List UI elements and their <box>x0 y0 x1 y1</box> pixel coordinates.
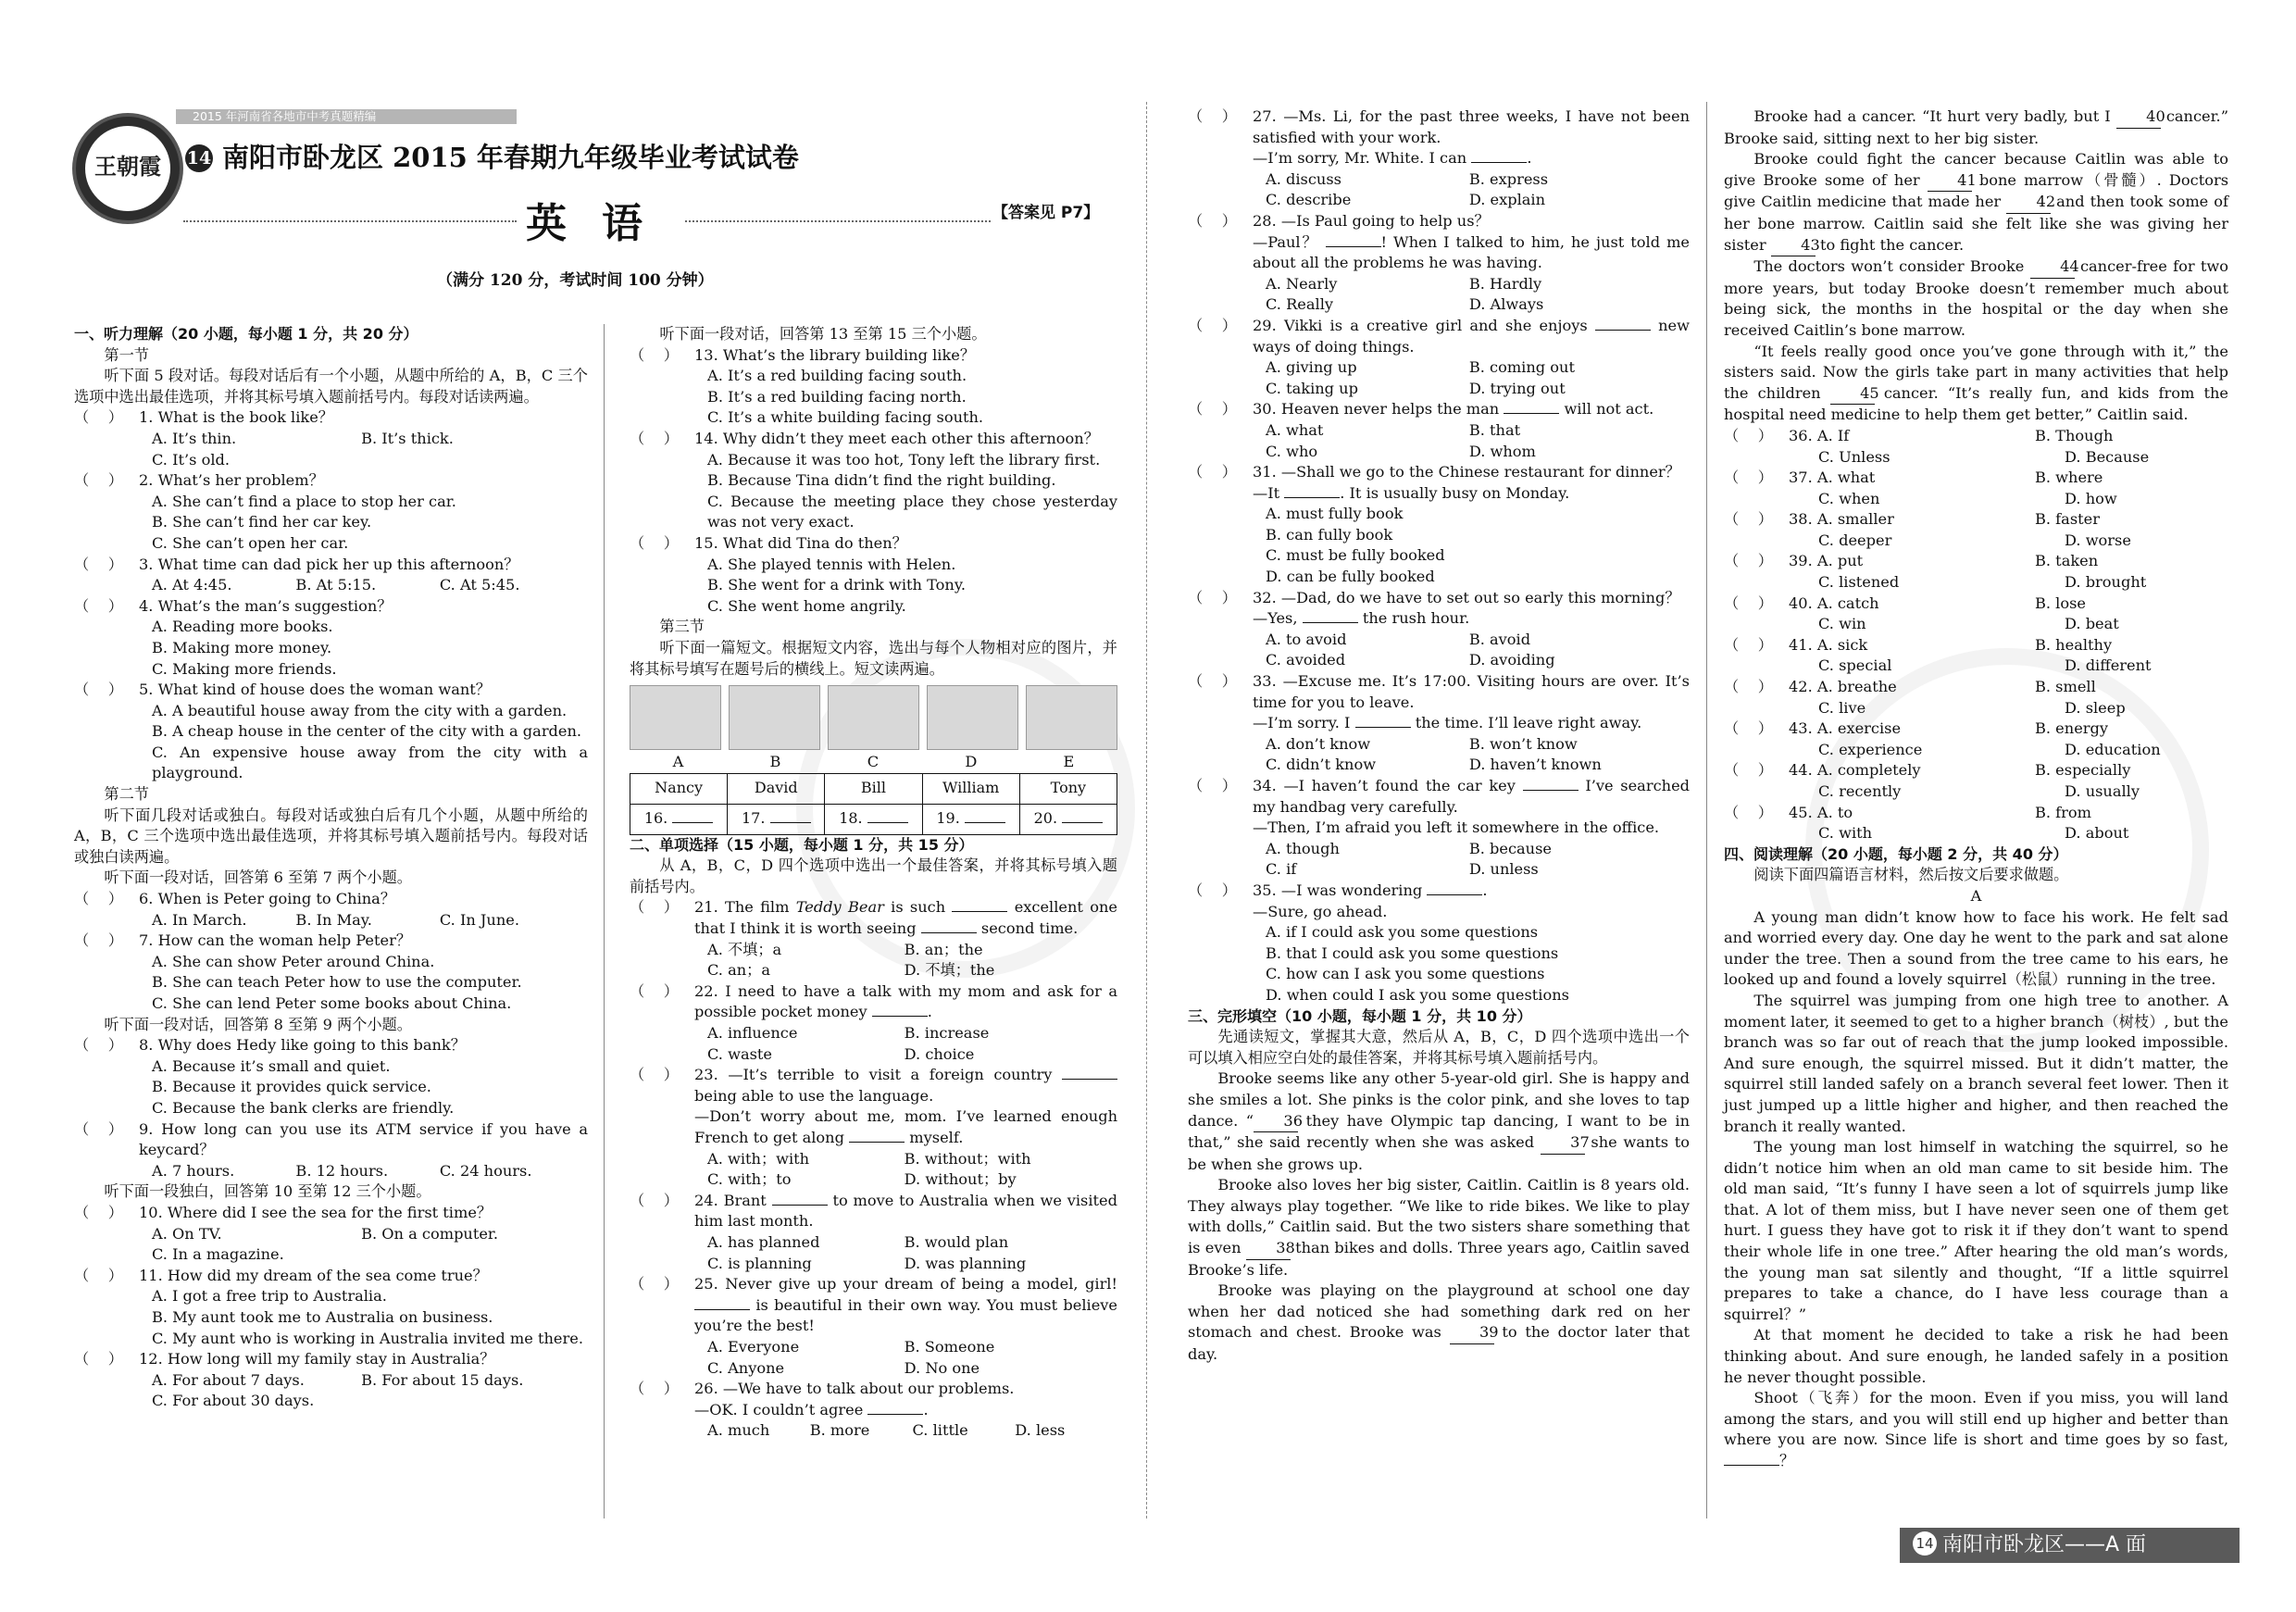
cloze-options <box>1724 426 2228 844</box>
options: C. if D. unless <box>1266 860 1539 879</box>
cloze-paragraph: Brooke also loves her big sister, Caitlin. Caitlin is 8 years old. They always play together. “We like to ride bikes. We like to play with dolls,” Caitlin said. But the two sisters share something that is even 38 than bikes and dolls. Three years ago, Caitlin saved Brooke’s life. <box>1188 1176 1690 1279</box>
exam-number-badge: 14 <box>185 144 213 172</box>
options: A. what B. that <box>1266 420 1521 439</box>
cloze-paragraph: “It feels really good once you’ve gone through with it,” the sisters said. Now the girls take part in many activities that help the children 45 cancer. “It’s really fun, and kids from the hospital need medicine to help them get better,” Caitlin said. <box>1724 342 2228 424</box>
cloze-options-row: C. Unless D. Because <box>1818 447 2150 466</box>
option: B. Making more money. <box>152 638 332 656</box>
options: A. discuss B. express <box>1266 169 1549 188</box>
options: C. with；to D. without；by <box>707 1170 1017 1189</box>
instruction: 从 A，B，C，D 四个选项中选出一个最佳答案，并将其标号填入题前括号内。 <box>630 856 1117 895</box>
question-22: （ ） 22. I need to have a talk with my mom and ask for a possible pocket money . <box>630 981 1117 1021</box>
subject-title: 英语 <box>526 200 678 247</box>
option: A. Reading more books. <box>152 618 333 636</box>
cloze-question: （ ） 38. A. smaller B. faster <box>1724 510 2100 529</box>
cloze-question: （ ） 36. A. If B. Though <box>1724 426 2114 444</box>
answer-reference: 【答案见 P7】 <box>992 204 1100 222</box>
options: C. avoided D. avoiding <box>1266 651 1555 669</box>
options: A. For about 7 days. B. For about 15 days. <box>152 1370 524 1389</box>
answer-cell[interactable]: 17. <box>728 804 825 834</box>
column-1 <box>74 324 588 1412</box>
options: A. 7 hours. B. 12 hours. C. 24 hours. <box>152 1161 532 1180</box>
subsection-title: 第三节 <box>659 618 705 636</box>
option: C. She went home angrily. <box>707 596 906 615</box>
question-26: （ ） 26. —We have to talk about our problems. —OK. I couldn’t agree . <box>630 1380 1015 1418</box>
options: A. to avoid B. avoid <box>1266 630 1531 648</box>
question-24: （ ） 24. Brant to move to Australia when we visited him last month. <box>630 1191 1117 1231</box>
options: A. giving up B. coming out <box>1266 358 1575 377</box>
option: A. I got a free trip to Australia. <box>152 1287 387 1306</box>
option: A. It’s a red building facing south. <box>707 367 967 385</box>
cloze-question: （ ） 40. A. catch B. lose <box>1724 594 2086 612</box>
table-cell: David <box>728 773 825 804</box>
column-4 <box>1724 106 2228 1472</box>
options: A. 不填；a B. an；the <box>707 940 983 958</box>
table-cell: Nancy <box>630 773 728 804</box>
cloze-paragraph: The doctors won’t consider Brooke 44 cancer-free for two more years, but today Brooke doesn’t remember much about being sick, the months in the hospital or the day when she received Caitlin’s bone marrow. <box>1724 257 2228 339</box>
instruction: 听下面几段对话或独白。每段对话或独白后有几个小题，从题中所给的 A，B，C 三个选项中选出最佳选项，并将其标号填入题前括号内。每段对话或独白读两遍。 <box>74 806 588 866</box>
question-4: （ ） 4. What’s the man’s suggestion？ <box>74 596 393 615</box>
option: C. must be fully booked <box>1266 546 1445 565</box>
reading-paragraph: A young man didn’t know how to face his work. He felt sad and worried every day. One day he went to the park and sat alone under the tree. Then a sound from the tree came to his ears, he looked up and found a lovely squirrel（松鼠）running in the tree. <box>1724 907 2228 989</box>
options: C. an；a D. 不填；the <box>707 961 995 980</box>
section-heading: 三、完形填空（10 小题，每小题 1 分，共 10 分） <box>1188 1006 1532 1025</box>
option: C. She can lend Peter some books about China. <box>152 994 512 1012</box>
question-8: （ ） 8. Why does Hedy like going to this bank？ <box>74 1036 466 1055</box>
option: A. Because it’s small and quiet. <box>152 1056 391 1075</box>
question-30: （ ） 30. Heaven never helps the man will not act. <box>1188 400 1654 419</box>
column-separator <box>604 324 605 1518</box>
answer-cell[interactable]: 18. <box>825 804 922 834</box>
option: B. It’s a red building facing north. <box>707 387 967 406</box>
question-7: （ ） 7. How can the woman help Peter？ <box>74 931 412 950</box>
series-band: 2015 年河南省各地市中考真题精编 <box>176 109 517 124</box>
picture-label: E <box>1063 753 1075 771</box>
question-9: （ ） 9. How long can you use its ATM service if you have a keycard？ <box>74 1119 588 1159</box>
picture-d <box>927 685 1018 750</box>
option: C. She can’t open her car. <box>152 533 349 552</box>
reading-paragraph: Shoot（飞奔）for the moon. Even if you miss, you will land among the stars, and you will still end up higher and better than where you are now. Since life is short and time goes by so fast, ？ <box>1724 1389 2228 1469</box>
cloze-paragraph: Brooke was playing on the playground at school one day when her dad noticed she had something dark red on her stomach and chest. Brooke was 39 to the doctor later that day. <box>1188 1281 1690 1364</box>
picture-e <box>1026 685 1117 750</box>
question-31: （ ） 31. —Shall we go to the Chinese restaurant for dinner？ —It . It is usually busy on Monday. <box>1188 463 1680 502</box>
instruction: 听下面 5 段对话。每段对话后有一个小题，从题中所给的 A，B，C 三个选项中选出最佳选项，并将其标号填入题前括号内。每段对话读两遍。 <box>74 367 588 406</box>
option: B. She went for a drink with Tony. <box>707 576 966 594</box>
instruction: 先通读短文，掌握其大意，然后从 A，B，C，D 四个选项中选出一个可以填入相应空白处的最佳答案，并将其标号填入题前括号内。 <box>1188 1028 1690 1067</box>
instruction: 听下面一篇短文。根据短文内容，选出与每个人物相对应的图片，并将其标号填写在题号后的横线上。短文读两遍。 <box>630 638 1117 678</box>
option: A. She can’t find a place to stop her car. <box>152 492 456 510</box>
option: D. when could I ask you some questions <box>1266 985 1569 1004</box>
table-cell: William <box>922 773 1019 804</box>
options: A. On TV. B. On a computer. <box>152 1224 499 1243</box>
cloze-question: （ ） 41. A. sick B. healthy <box>1724 635 2113 654</box>
lead-in: 听下面一段对话，回答第 6 至第 7 两个小题。 <box>104 868 412 887</box>
picture-label: C <box>867 753 880 771</box>
picture-b <box>729 685 820 750</box>
options: A. much B. more C. little D. less <box>707 1421 1066 1440</box>
picture-a <box>630 685 721 750</box>
question-28: （ ） 28. —Is Paul going to help us？ —Paul？ ! When I talked to him, he just told me about all the problems he was having. <box>1188 211 1690 272</box>
question-1: （ ） 1. What is the book like？ <box>74 408 333 427</box>
exam-title-text: 南阳市卧龙区 2015 年春期九年级毕业考试试卷 <box>222 142 799 173</box>
picture-label: D <box>965 753 978 771</box>
question-27: （ ） 27. —Ms. Li, for the past three weeks, I have not been satisfied with your work. —I’m sorry, Mr. White. I can . <box>1188 107 1690 168</box>
option: C. My aunt who is working in Australia invited me there. <box>152 1329 583 1347</box>
cloze-options-row: C. listened D. brought <box>1818 573 2147 592</box>
options: C. Really D. Always <box>1266 295 1544 314</box>
question-29: （ ） 29. Vikki is a creative girl and she enjoys new ways of doing things. <box>1188 316 1690 356</box>
matching-table <box>630 773 1117 835</box>
cloze-options-row: C. with D. about <box>1818 824 2129 843</box>
cloze-options-row: C. win D. beat <box>1818 615 2119 633</box>
cloze-question: （ ） 37. A. what B. where <box>1724 469 2103 487</box>
option: C. It’s old. <box>152 450 231 469</box>
cloze-question: （ ） 44. A. completely B. especially <box>1724 761 2131 780</box>
subsection-title: 第二节 <box>104 785 149 804</box>
question-12: （ ） 12. How long will my family stay in Australia？ <box>74 1350 495 1368</box>
divider-right <box>685 220 991 222</box>
option: A. must fully book <box>1266 505 1404 523</box>
option: C. Making more friends. <box>152 659 337 678</box>
cloze-question: （ ） 43. A. exercise B. energy <box>1724 719 2109 738</box>
question-15: （ ） 15. What did Tina do then？ <box>630 533 907 552</box>
question-25: （ ） 25. Never give up your dream of being a model, girl! is beautiful in their own way. You must believe you’re the best! <box>630 1275 1117 1335</box>
options: A. In March. B. In May. C. In June. <box>152 910 519 929</box>
logo-text: 王朝霞 <box>85 126 170 211</box>
option: C. Because the meeting place they chose yesterday was not very exact. <box>707 492 1117 531</box>
option: B. can fully book <box>1266 525 1393 544</box>
cloze-paragraph: Brooke had a cancer. “It hurt very badly, but I 40 cancer.” Brooke said, sitting next to her big sister. <box>1724 107 2228 147</box>
answer-cell[interactable]: 16. <box>630 804 728 834</box>
answer-cell[interactable]: 20. <box>1019 804 1117 834</box>
question-14: （ ） 14. Why didn’t they meet each other this afternoon？ <box>630 429 1099 447</box>
option: C. An expensive house away from the city with a playground. <box>152 743 588 782</box>
options: A. has planned B. would plan <box>707 1232 1009 1251</box>
option: A. Because it was too hot, Tony left the library first. <box>707 450 1101 469</box>
exam-full-marks: （满分 120 分，考试时间 100 分钟） <box>437 271 714 290</box>
column-2 <box>630 324 1117 1442</box>
question-23: （ ） 23. —It’s terrible to visit a foreign country being able to use the language. —Don’t worry about me, mom. I’ve learned enough French to get along myself. <box>630 1066 1117 1146</box>
column-separator <box>1706 102 1707 1518</box>
option: B. Because Tina didn’t find the right building. <box>707 471 1056 490</box>
answer-cell[interactable]: 19. <box>922 804 1019 834</box>
options: C. waste D. choice <box>707 1044 975 1063</box>
cloze-options-row: C. special D. different <box>1818 656 2152 675</box>
cloze-options-row: C. when D. how <box>1818 489 2117 507</box>
options: C. is planning D. was planning <box>707 1254 1027 1272</box>
question-33: （ ） 33. —Excuse me. It’s 17:00. Visiting hours are over. It’s time for you to leave. —I’m sorry. I the time. I’ll leave right away. <box>1188 672 1690 732</box>
section-heading: 一、听力理解（20 小题，每小题 1 分，共 20 分） <box>74 325 418 343</box>
option: A. She played tennis with Helen. <box>707 555 956 573</box>
option: D. can be fully booked <box>1266 568 1435 586</box>
question-3: （ ） 3. What time can dad pick her up this afternoon？ <box>74 555 519 573</box>
cloze-options-row: C. recently D. usually <box>1818 782 2140 800</box>
cloze-question: （ ） 39. A. put B. taken <box>1724 552 2099 570</box>
option: C. For about 30 days. <box>152 1392 315 1410</box>
options: C. who D. whom <box>1266 442 1536 460</box>
picture-labels <box>630 752 1117 773</box>
option: B. that I could ask you some questions <box>1266 943 1559 962</box>
reading-paragraph: The squirrel was jumping from one high tree to another. A moment later, it seemed to get to a higher branch（树枝）, but the branch was so far out of reach that the jump looked impossible. And sure enough, the squirrel missed. But it didn’t matter, the squirrel still landed safely on a branch several feet lower. Then it just jumped up a little higher and higher, and then reached the branch it really wanted. <box>1724 991 2228 1135</box>
lead-in: 听下面一段独白，回答第 10 至第 12 三个小题。 <box>104 1182 431 1201</box>
question-13: （ ） 13. What’s the library building like？ <box>630 345 976 364</box>
options: A. Everyone B. Someone <box>707 1337 995 1356</box>
footer-badge: 14 <box>1913 1531 1937 1556</box>
options: C. didn’t know D. haven’t known <box>1266 756 1602 774</box>
page-footer <box>1900 1528 2240 1563</box>
reading-paragraph: The young man lost himself in watching the squirrel, so he didn’t notice him when an old man came to sit beside him. The old man said, “It’s funny I have seen a lot of squirrels jump like that. A lot of them miss, but I have never seen one of them get hurt. I guess they have got to risk it if they don’t want to spend their whole life in one tree.” After hearing the old man’s words, the young man sat silently and thought, “If a little squirrel prepares to take a chance, do I have less courage than a squirrel？” <box>1724 1138 2228 1323</box>
question-11: （ ） 11. How did my dream of the sea come true？ <box>74 1266 488 1284</box>
subsection-title: 第一节 <box>104 345 149 364</box>
options: A. It’s thin. B. It’s thick. <box>152 429 454 447</box>
cloze-options-row: C. experience D. education <box>1818 740 2161 758</box>
lead-in: 听下面一段对话，回答第 13 至第 15 三个小题。 <box>659 325 987 343</box>
options: A. Nearly B. Hardly <box>1266 274 1542 293</box>
question-35: （ ） 35. —I was wondering . —Sure, go ahead. <box>1188 881 1488 920</box>
footer-text: 南阳市卧龙区——A 面 <box>1942 1533 2147 1556</box>
options: A. though B. because <box>1266 839 1552 857</box>
question-34: （ ） 34. —I haven’t found the car key I’ve searched my handbag very carefully. —Then, I’m afraid you left it somewhere in the office. <box>1188 777 1691 837</box>
cloze-options-row: C. deeper D. worse <box>1818 531 2131 549</box>
question-6: （ ） 6. When is Peter going to China？ <box>74 890 396 908</box>
cloze-question: （ ） 42. A. breathe B. smell <box>1724 678 2096 696</box>
cloze-question: （ ） 45. A. to B. from <box>1724 803 2092 821</box>
options: A. don’t know B. won’t know <box>1266 734 1578 753</box>
option: C. Because the bank clerks are friendly. <box>152 1098 455 1117</box>
picture-c <box>828 685 919 750</box>
option: A. if I could ask you some questions <box>1266 923 1539 942</box>
instruction: 阅读下面四篇语言材料，然后按文后要求做题。 <box>1753 866 2069 884</box>
question-32: （ ） 32. —Dad, do we have to set out so early this morning？ —Yes, the rush hour. <box>1188 588 1680 628</box>
passage-label: A <box>1970 886 1982 905</box>
picture-label: B <box>769 753 781 771</box>
lead-in: 听下面一段对话，回答第 8 至第 9 两个小题。 <box>104 1015 412 1033</box>
option: B. My aunt took me to Australia on business. <box>152 1307 493 1326</box>
table-cell: Tony <box>1019 773 1117 804</box>
options: A. influence B. increase <box>707 1024 990 1043</box>
option: B. She can teach Peter how to use the computer. <box>152 973 522 992</box>
options: C. taking up D. trying out <box>1266 379 1566 397</box>
picture-strip <box>630 685 1117 750</box>
options: C. describe D. explain <box>1266 191 1546 209</box>
options: C. Anyone D. No one <box>707 1358 980 1377</box>
cloze-options-row: C. live D. sleep <box>1818 698 2126 717</box>
options: A. with；with B. without；with <box>707 1149 1031 1168</box>
option: B. A cheap house in the center of the city with a garden. <box>152 722 582 741</box>
question-5: （ ） 5. What kind of house does the woman want？ <box>74 681 491 699</box>
option: B. Because it provides quick service. <box>152 1078 431 1096</box>
reading-paragraph: At that moment he decided to take a risk he had been thinking about. And sure enough, he landed safely in a position he never thought possible. <box>1724 1326 2228 1386</box>
option: C. how can I ask you some questions <box>1266 965 1545 983</box>
picture-label: A <box>672 753 684 771</box>
section-heading: 四、阅读理解（20 小题，每小题 2 分，共 40 分） <box>1724 844 2068 863</box>
question-2: （ ） 2. What’s her problem？ <box>74 471 324 490</box>
cloze-paragraph: Brooke could fight the cancer because Caitlin was able to give Brooke some of her 41 bone marrow（骨髓）. Doctors give Caitlin medicine that made her 42 and then took some of her bone marrow. Caitlin said she felt like she was giving her sister 43 to fight the cancer. <box>1724 149 2228 256</box>
column-separator <box>1146 102 1147 1518</box>
column-3 <box>1188 106 1690 1366</box>
question-10: （ ） 10. Where did I see the sea for the first time？ <box>74 1203 493 1221</box>
section-heading: 二、单项选择（15 小题，每小题 1 分，共 15 分） <box>630 835 974 854</box>
option: A. She can show Peter around China. <box>152 952 435 970</box>
options: A. At 4:45. B. At 5:15. C. At 5:45. <box>152 576 520 594</box>
table-cell: Bill <box>825 773 922 804</box>
option: B. She can’t find her car key. <box>152 513 372 531</box>
divider-left <box>183 220 517 222</box>
publisher-logo <box>72 113 183 224</box>
cloze-paragraph: Brooke seems like any other 5-year-old girl. She is happy and she smiles a lot. She pinks is the color pink, and she loves to tap dance. “ 36 they have Olympic tap dancing, I want to be in that,” she said recently when she was asked 37 she wants to be when she grows up. <box>1188 1069 1690 1173</box>
option: A. A beautiful house away from the city with a garden. <box>152 701 568 719</box>
exam-title <box>185 137 799 175</box>
option: C. It’s a white building facing south. <box>707 408 984 427</box>
question-21: （ ） 21. The film Teddy Bear is such excellent one that I think it is worth seeing second time. <box>630 898 1117 938</box>
option: C. In a magazine. <box>152 1245 284 1264</box>
